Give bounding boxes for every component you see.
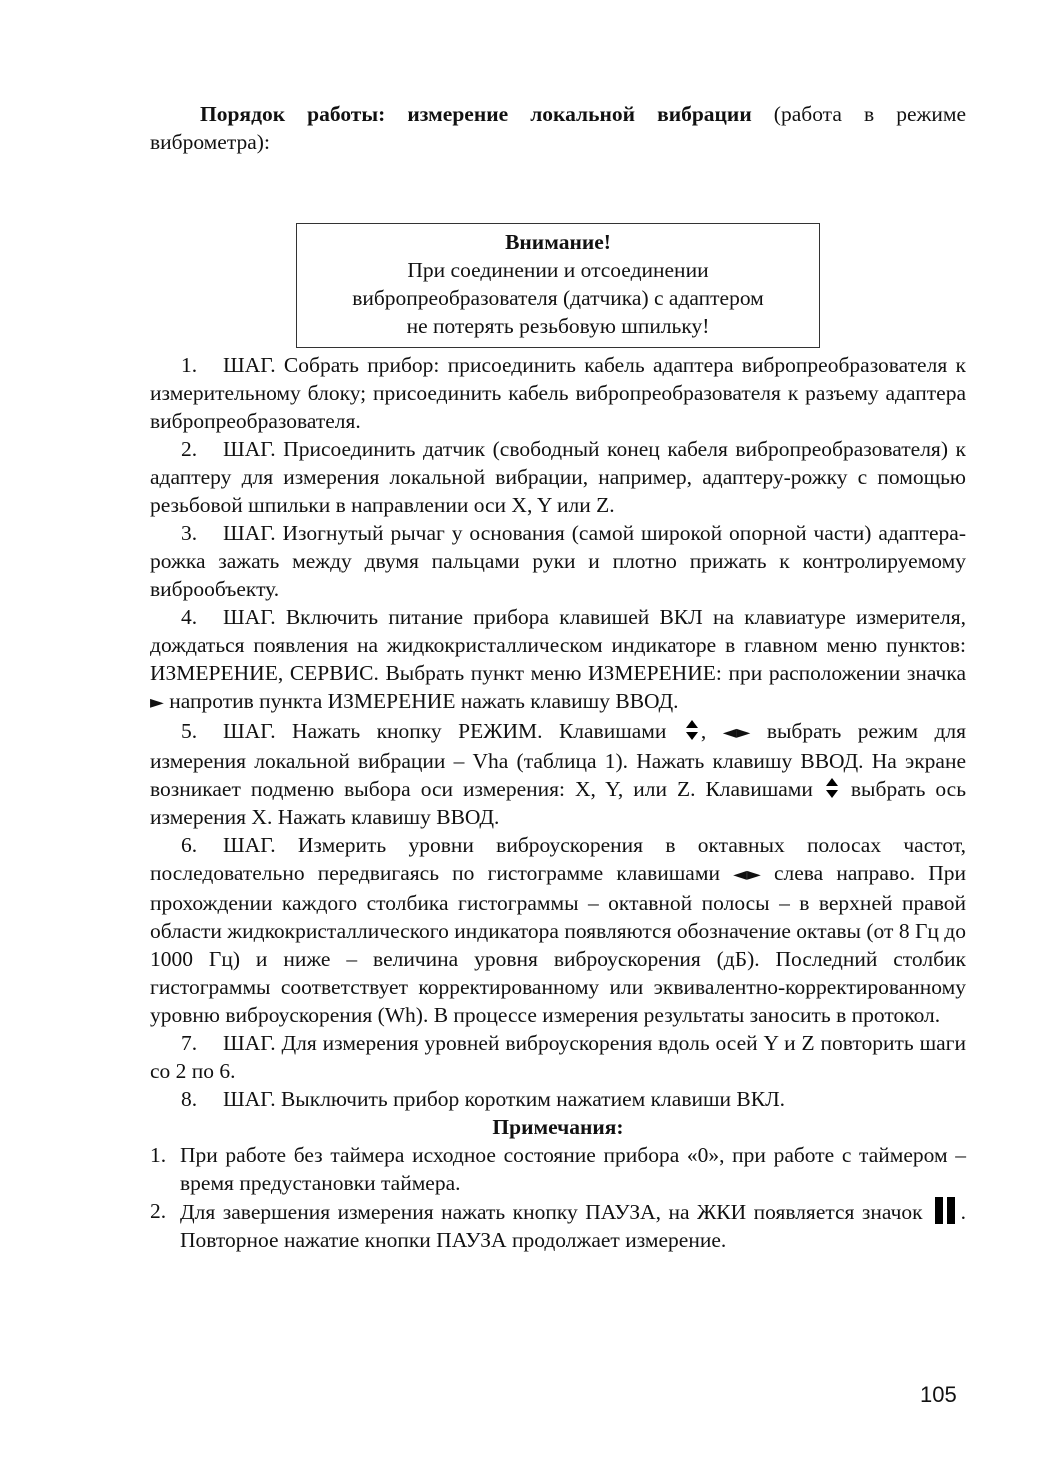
- step-item: [150, 1029, 966, 1085]
- step-text: ШАГ. Для измерения уровней виброускорения вдоль осей Y и Z повторить шаги со 2 по 6.: [150, 1031, 966, 1083]
- up-down-arrows-icon: [825, 778, 839, 798]
- note-text: Для завершения измерения нажать кнопку ПАУЗА, на ЖКИ появляется значок: [180, 1200, 923, 1224]
- warning-line: не потерять резьбовую шпильку!: [406, 314, 710, 338]
- warning-line: При соединении и отсоединении: [407, 258, 709, 282]
- step-number: 4.: [181, 605, 198, 629]
- step-number: 5.: [181, 719, 198, 743]
- step-item: 5. ШАГ. Нажать кнопку РЕЖИМ. Клавишами , ◄► выбрать режим для измерения локальной вибрации – Vha (таблица 1). Нажать клавишу ВВОД. На экране возникает подменю выбора оси измерения: X, Y, или Z. Клавишами выбрать ось измерения X. Нажать клавишу ВВОД.: [150, 719, 967, 829]
- up-down-arrows-icon: [685, 720, 699, 740]
- section-heading-bold: Порядок работы: измерение локальной вибрации: [200, 102, 752, 126]
- step-item: [150, 603, 966, 717]
- step-text: слева направо. При прохождении каждого столбика гистограммы – октавной полосы – в верхней правой области жидкокристаллического индикатора появляются обозначение октавы (от 8 Гц до 1000 Гц) и ниже – величина уровня виброускорения (дБ). Последний столбик гистограммы соответствует корректированному или эквивалентно-корректированному уровню виброускорения (Wh). В процессе измерения результаты заносить в протокол.: [150, 861, 967, 1027]
- notes-list: [150, 1141, 966, 1254]
- note-number: 1.: [150, 1143, 167, 1167]
- step-item: [150, 351, 966, 435]
- document-page: [150, 100, 966, 1254]
- step-number: 2.: [181, 437, 198, 461]
- section-heading-rest: (работа в режиме виброметра):: [150, 102, 967, 154]
- notes-title: Примечания:: [492, 1115, 624, 1139]
- page-number: 105: [920, 1382, 957, 1407]
- steps-list: [150, 351, 966, 1113]
- step-text: ШАГ. Присоединить датчик (свободный конец кабеля вибропреобразователя) к адаптеру для измерения локальной вибрации, например, адаптеру-рожку с помощью резьбовой шпильки в направлении оси X, Y или Z.: [150, 437, 966, 517]
- play-triangle-icon: ►: [150, 692, 164, 713]
- step-number: 7.: [181, 1031, 198, 1055]
- note-item: [150, 1141, 966, 1197]
- step-number: 3.: [181, 521, 198, 545]
- step-number: 6.: [181, 833, 198, 857]
- step-text: напротив пункта ИЗМЕРЕНИЕ нажать клавишу ВВОД.: [163, 689, 679, 713]
- note-number: 2.: [150, 1199, 167, 1223]
- step-text: ШАГ. Собрать прибор: присоединить кабель адаптера вибропреобразователя к измерительному блоку; присоединить кабель вибропреобразователя к разъему адаптера вибропреобразователя.: [150, 353, 966, 433]
- step-number: 8.: [181, 1087, 198, 1111]
- step-item: [150, 831, 966, 1029]
- note-text: . Повторное нажатие кнопки ПАУЗА продолжает измерение.: [180, 1200, 966, 1252]
- step-text: ШАГ. Выключить прибор коротким нажатием клавиши ВКЛ.: [223, 1087, 786, 1111]
- step-text: ШАГ. Измерить уровни виброускорения в октавных полосах частот, последовательно передвигаясь по гистограмме клавишами: [150, 833, 966, 885]
- step-number: 1.: [181, 353, 198, 377]
- warning-line: вибропреобразователя (датчика) с адаптером: [352, 286, 764, 310]
- step-item: [150, 435, 966, 519]
- step-text: ШАГ. Нажать кнопку РЕЖИМ. Клавишами: [223, 719, 667, 743]
- step-text: выбрать режим для измерения локальной вибрации – Vha (таблица 1). Нажать клавишу ВВОД. На экране возникает подменю выбора оси измерения: X, Y, или Z. Клавишами: [150, 719, 967, 801]
- pause-icon: [935, 1197, 957, 1224]
- step-text: ШАГ. Изогнутый рычаг у основания (самой широкой опорной части) адаптера-рожка зажать между двумя пальцами руки и плотно прижать к контролируемому виброобъекту.: [150, 521, 966, 601]
- note-text: При работе без таймера исходное состояние прибора «0», при работе с таймером – время предустановки таймера.: [180, 1143, 966, 1195]
- section-heading: [150, 100, 966, 156]
- step-item: [150, 519, 966, 603]
- step-text: выбрать ось измерения X. Нажать клавишу ВВОД.: [150, 777, 967, 829]
- left-right-arrows-icon: ◄►: [733, 864, 761, 885]
- left-right-arrows-icon: ◄►: [722, 722, 751, 743]
- step-text: ШАГ. Включить питание прибора клавишей ВКЛ на клавиатуре измерителя, дождаться появления на жидкокристаллическом индикаторе в главном меню пунктов: ИЗМЕРЕНИЕ, СЕРВИС. Выбрать пункт меню ИЗМЕРЕНИЕ: при расположении значка: [150, 605, 966, 685]
- warning-box: [296, 223, 820, 348]
- warning-title: Внимание!: [505, 230, 611, 254]
- step-item: [150, 1085, 966, 1113]
- note-item: [150, 1197, 966, 1254]
